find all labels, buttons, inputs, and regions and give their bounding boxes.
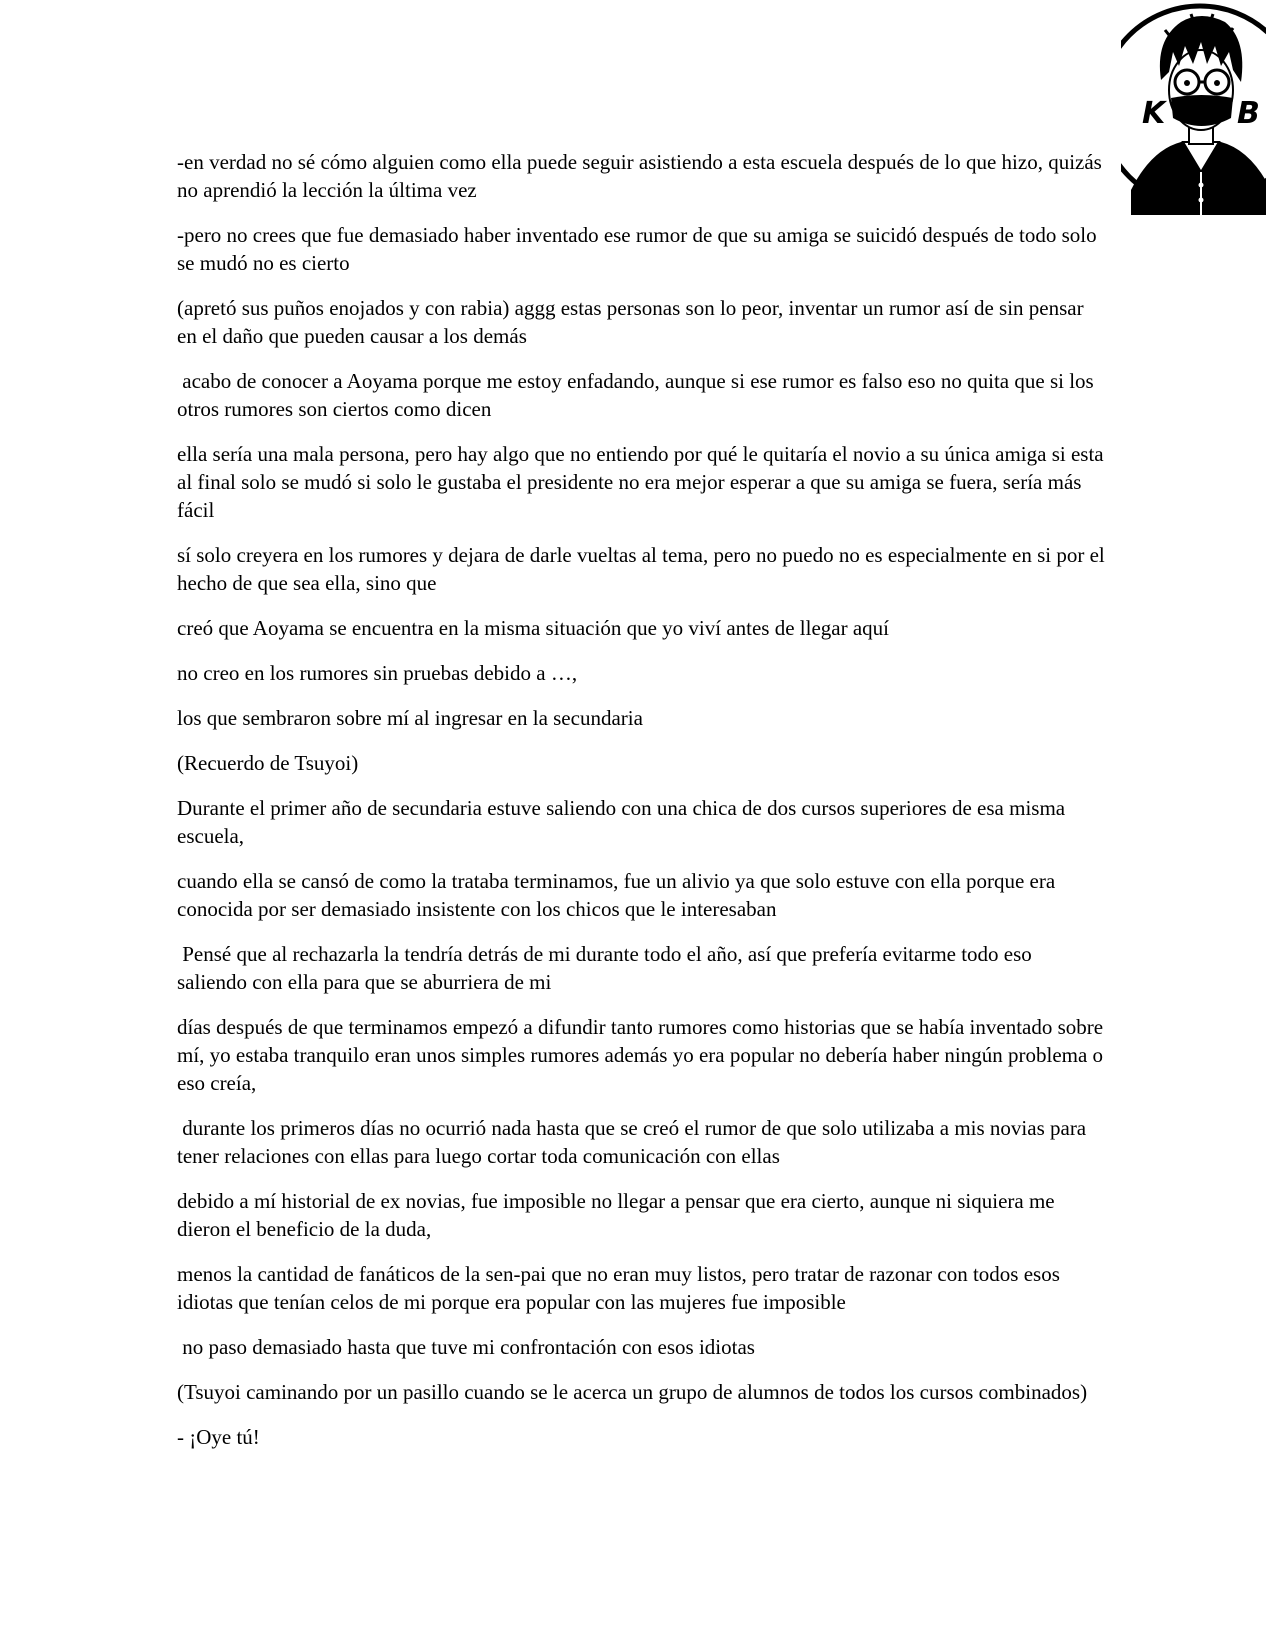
author-logo xyxy=(1121,0,1266,215)
paragraph: -en verdad no sé cómo alguien como ella puede seguir asistiendo a esta escuela después de lo que hizo, quizás no aprendió la lección la última vez xyxy=(177,150,1108,202)
paragraph: no paso demasiado hasta que tuve mi confrontación con esos idiotas xyxy=(177,1335,755,1359)
paragraph: los que sembraron sobre mí al ingresar en la secundaria xyxy=(177,706,643,730)
logo-letter-k: K xyxy=(1142,96,1166,131)
paragraph: -pero no crees que fue demasiado haber inventado ese rumor de que su amiga se suicidó después de todo solo se mudó no es cierto xyxy=(177,223,1102,275)
paragraph: (apretó sus puños enojados y con rabia) aggg estas personas son lo peor, inventar un rumor así de sin pensar en el daño que pueden causar a los demás xyxy=(177,296,1089,348)
paragraph: acabo de conocer a Aoyama porque me estoy enfadando, aunque si ese rumor es falso eso no quita que si los otros rumores son ciertos como dicen xyxy=(177,369,1099,421)
logo-letter-b: B xyxy=(1237,96,1260,131)
paragraph: sí solo creyera en los rumores y dejara de darle vueltas al tema, pero no puedo no es especialmente en si por el hecho de que sea ella, sino que xyxy=(177,543,1110,595)
paragraph: cuando ella se cansó de como la trataba terminamos, fue un alivio ya que solo estuve con ella porque era conocida por ser demasiado insistente con los chicos que le interesaban xyxy=(177,869,1061,921)
paragraph: no creo en los rumores sin pruebas debido a …, xyxy=(177,661,578,685)
paragraph: (Tsuyoi caminando por un pasillo cuando se le acerca un grupo de alumnos de todos los cursos combinados) xyxy=(177,1380,1088,1404)
paragraph: creó que Aoyama se encuentra en la misma situación que yo viví antes de llegar aquí xyxy=(177,616,890,640)
paragraph: Pensé que al rechazarla la tendría detrás de mi durante todo el año, así que prefería evitarme todo eso saliendo con ella para que se aburriera de mi xyxy=(177,942,1038,994)
document-body xyxy=(177,148,1110,1468)
paragraph: Durante el primer año de secundaria estuve saliendo con una chica de dos cursos superiores de esa misma escuela, xyxy=(177,796,1071,848)
paragraph: ella sería una mala persona, pero hay algo que no entiendo por qué le quitaría el novio a su única amiga si esta al final solo se mudó si solo le gustaba el presidente no era mejor esperar a que su amiga se fuera, sería más fácil xyxy=(177,442,1109,522)
paragraph: durante los primeros días no ocurrió nada hasta que se creó el rumor de que solo utilizaba a mis novias para tener relaciones con ellas para luego cortar toda comunicación con ellas xyxy=(177,1116,1092,1168)
paragraph: días después de que terminamos empezó a difundir tanto rumores como historias que se había inventado sobre mí, yo estaba tranquilo eran unos simples rumores además yo era popular no debería haber ningún problema o eso creía, xyxy=(177,1015,1109,1095)
paragraph: menos la cantidad de fanáticos de la sen-pai que no eran muy listos, pero tratar de razonar con todos esos idiotas que tenían celos de mi porque era popular con las mujeres fue imposible xyxy=(177,1262,1066,1314)
paragraph: - ¡Oye tú! xyxy=(177,1425,260,1449)
paragraph: debido a mí historial de ex novias, fue imposible no llegar a pensar que era cierto, aunque ni siquiera me dieron el beneficio de la duda, xyxy=(177,1189,1060,1241)
paragraph: (Recuerdo de Tsuyoi) xyxy=(177,751,359,775)
